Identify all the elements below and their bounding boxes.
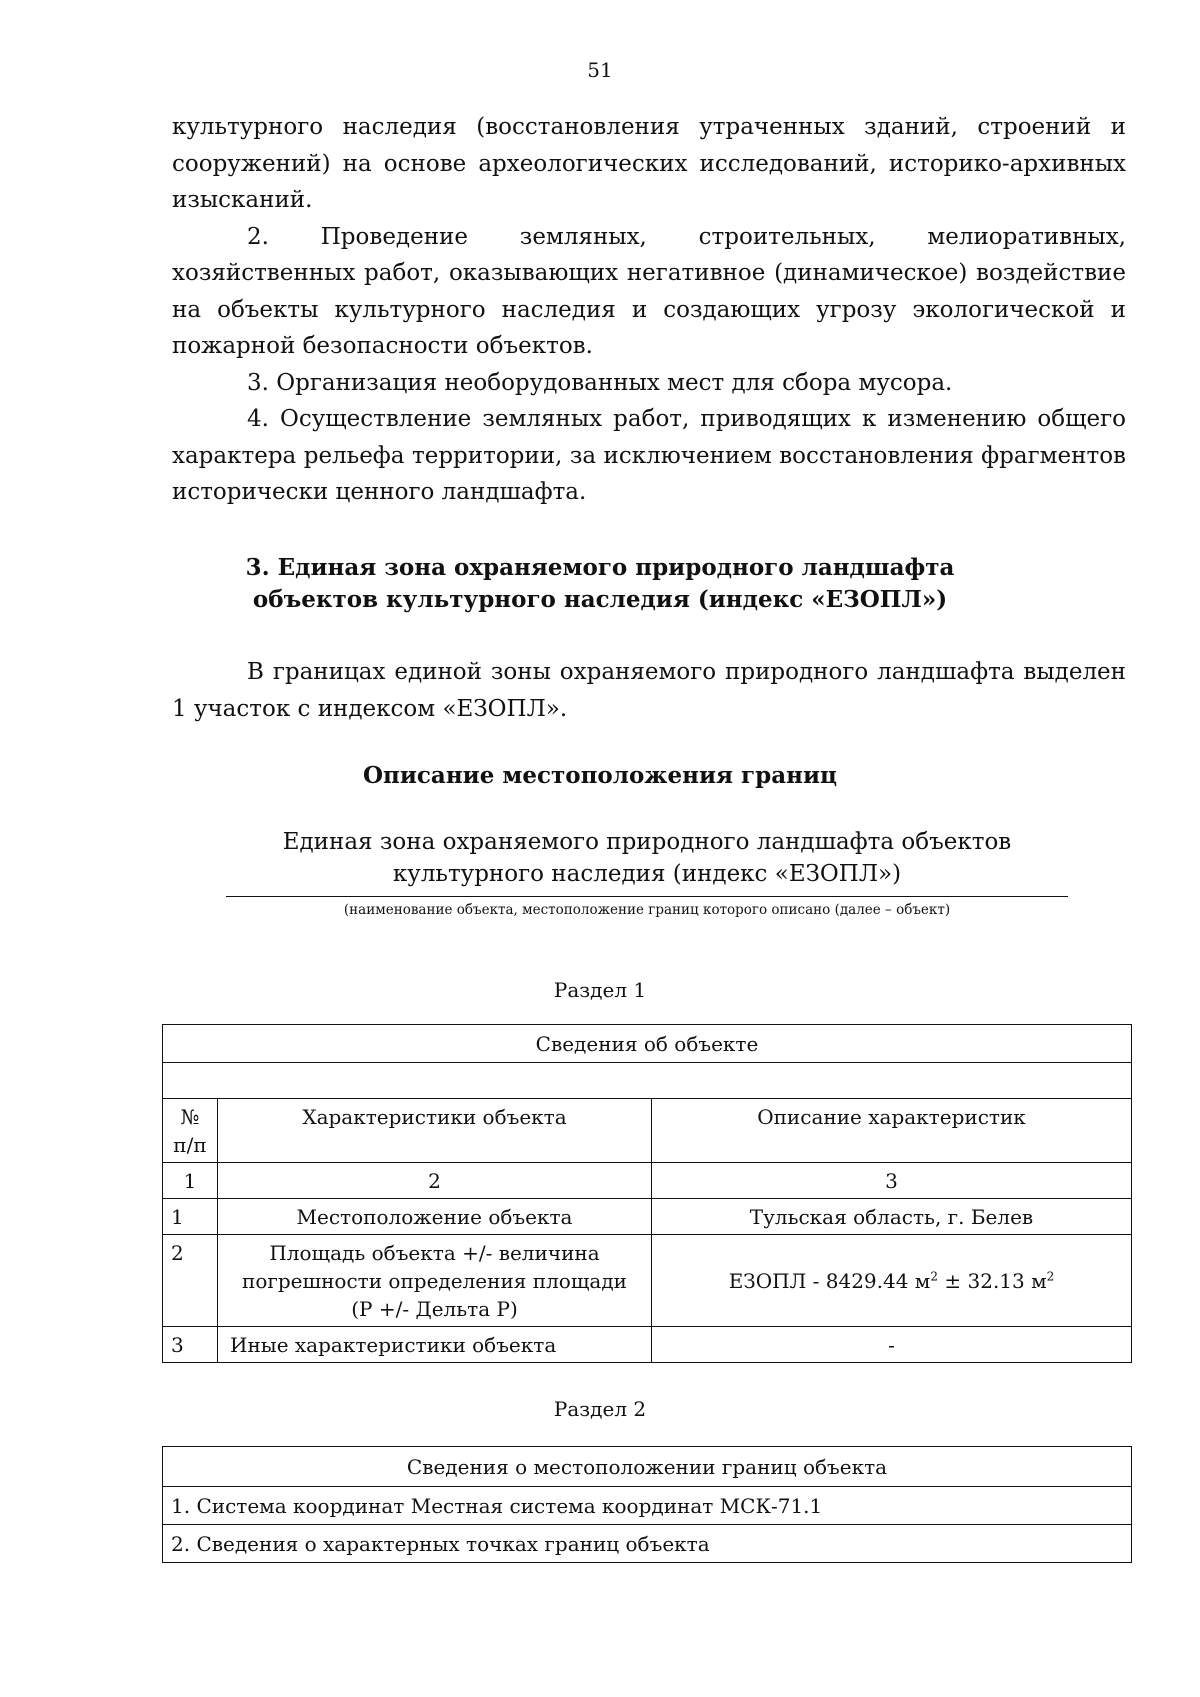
paragraph-item-4: 4. Осуществление земляных работ, приводящих к изменению общего характера рельефа территории, за исключением восстановления фрагментов исторически ценного ландшафта. <box>172 406 1126 505</box>
object-name-caption: (наименование объекта, местоположение границ которого описано (далее – объект) <box>343 902 951 918</box>
table-title: Сведения об объекте <box>163 1025 1132 1063</box>
intro-paragraph: В границах единой зоны охраняемого природного ландшафта выделен 1 участок с индексом «ЕЗОПЛ». <box>172 659 1126 722</box>
paragraph-item-2: 2. Проведение земляных, строительных, мелиоративных, хозяйственных работ, оказывающих негативное (динамическое) воздействие на объекты культурного наследия и создающих угрозу экологической и пожарной безопасности объектов. <box>172 223 1126 359</box>
row-number: 1 <box>163 1199 218 1235</box>
section-heading <box>0 552 1200 616</box>
paragraph-item-3: 3. Организация необорудованных мест для сбора мусора. <box>247 369 953 396</box>
table-row <box>163 1327 1132 1363</box>
area-unit-superscript: 2 <box>930 1268 939 1283</box>
header-description: Описание характеристик <box>652 1099 1132 1163</box>
section1-title: Раздел 1 <box>553 978 647 1002</box>
column-number-2: 2 <box>218 1163 652 1199</box>
boundary-info-table <box>162 1446 1132 1563</box>
column-number-3: 3 <box>652 1163 1132 1199</box>
column-number-1: 1 <box>163 1163 218 1199</box>
object-name-line1: Единая зона охраняемого природного ландшафта объектов <box>282 829 1012 855</box>
header-characteristic: Характеристики объекта <box>218 1099 652 1163</box>
table-header-row <box>163 1099 1132 1163</box>
table-row <box>163 1235 1132 1327</box>
row-characteristic: Иные характеристики объекта <box>218 1327 652 1363</box>
table-column-numbers-row <box>163 1163 1132 1199</box>
object-name-line2: культурного наследия (индекс «ЕЗОПЛ») <box>392 861 902 887</box>
table-empty-row <box>163 1063 1132 1099</box>
area-value-prefix: ЕЗОПЛ - 8429.44 м <box>728 1268 931 1293</box>
table-row <box>163 1199 1132 1235</box>
intro-text <box>172 654 1126 727</box>
table-title-row <box>163 1025 1132 1063</box>
row-number: 2 <box>163 1235 218 1327</box>
row-characteristic: Площадь объекта +/- величина погрешности определения площади (Р +/- Дельта Р) <box>218 1235 652 1327</box>
object-info-table <box>162 1024 1132 1363</box>
body-text <box>172 109 1126 511</box>
boundary-points-row: 2. Сведения о характерных точках границ объекта <box>163 1525 1132 1563</box>
description-heading: Описание местоположения границ <box>362 762 838 789</box>
table-row <box>163 1487 1132 1525</box>
row-description <box>652 1235 1132 1327</box>
page-number: 51 <box>587 58 613 82</box>
paragraph-continuation: культурного наследия (восстановления утраченных зданий, строений и сооружений) на основе археологических исследований, историко-архивных изысканий. <box>172 114 1126 213</box>
area-error-unit-superscript: 2 <box>1046 1268 1055 1283</box>
object-name <box>226 826 1068 897</box>
table-row <box>163 1525 1132 1563</box>
table-title-row <box>163 1447 1132 1487</box>
table-title: Сведения о местоположении границ объекта <box>163 1447 1132 1487</box>
table-empty-cell <box>163 1063 1132 1099</box>
area-value-error: ± 32.13 м <box>938 1268 1047 1293</box>
row-description: - <box>652 1327 1132 1363</box>
header-number: № п/п <box>163 1099 218 1163</box>
row-characteristic: Местоположение объекта <box>218 1199 652 1235</box>
section-heading-line1: 3. Единая зона охраняемого природного ландшафта <box>245 554 955 581</box>
section2-title: Раздел 2 <box>553 1397 647 1421</box>
section-heading-line2: объектов культурного наследия (индекс «ЕЗОПЛ») <box>252 586 948 613</box>
coordinate-system-row: 1. Система координат Местная система координат МСК-71.1 <box>163 1487 1132 1525</box>
row-description: Тульская область, г. Белев <box>652 1199 1132 1235</box>
row-number: 3 <box>163 1327 218 1363</box>
